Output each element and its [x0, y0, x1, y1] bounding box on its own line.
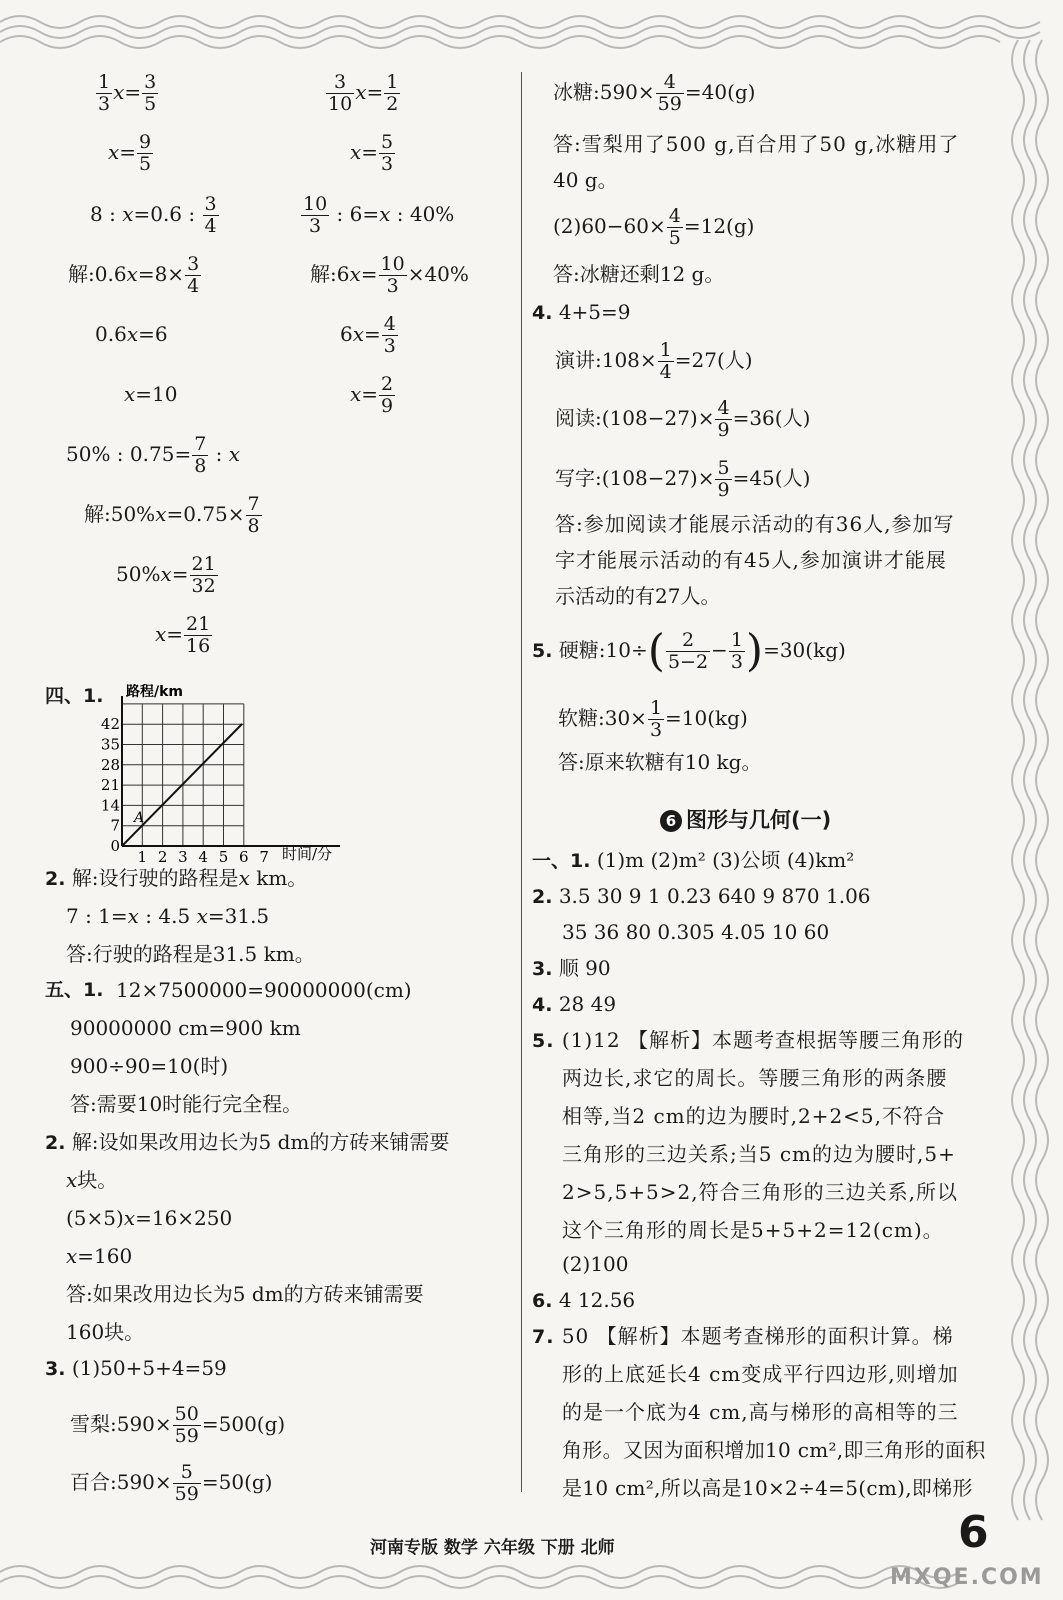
question-5-2-answer-2: 160块。 [66, 1320, 145, 1344]
answer-4-line-3: 示活动的有27人。 [555, 584, 721, 608]
equation-3-line-3: 0.6x=6 [95, 322, 168, 346]
question-5-2-line-3: (5×5)x=16×250 [66, 1206, 233, 1230]
graph-point-label: A [134, 810, 145, 826]
y-tick-label: 28 [100, 755, 120, 774]
fraction: $\frac{5}{59}$ [174, 1461, 199, 1505]
section-1-line: 一、1. (1)m (2)m² (3)公顷 (4)km² [532, 848, 855, 872]
question-5-3-baihe: 百合:590× $\frac{5}{59}$ =50(g) [70, 1461, 273, 1505]
fraction: $\frac{4}{5}$ [668, 205, 681, 249]
section-title: 图形与几何(一) [686, 808, 832, 832]
section-5-line-1: 5. (1)12 【解析】本题考查根据等腰三角形的 [532, 1028, 964, 1052]
section-4-line: 4. 28 49 [532, 992, 617, 1016]
equation-3-line-4: x=10 [124, 382, 178, 406]
section-7-line-4: 角形。又因为面积增加10 cm²,即三角形的面积 [562, 1438, 986, 1462]
answer-3-line-3: 答:冰糖还剩12 g。 [553, 262, 725, 286]
section-5-label: 五、1. [45, 979, 104, 1001]
question-5-1-line-3: 900÷90=10(时) [70, 1054, 229, 1078]
answer-3-line-2: 40 g。 [553, 168, 618, 192]
equation-2-line-1: $\frac{3}{10}$ x= $\frac{1}{2}$ [328, 71, 399, 115]
fraction: $\frac{7}{8}$ [194, 433, 207, 477]
footer-book-info: 河南专版 数学 六年级 下册 北师 [370, 1538, 615, 1558]
equation-1-line-2: x= $\frac{9}{5}$ [108, 131, 152, 175]
x-tick-label: 5 [218, 848, 229, 864]
equation-4-line-3: 6x= $\frac{4}{3}$ [340, 313, 396, 357]
fraction: $\frac{9}{5}$ [139, 131, 152, 175]
fraction: $\frac{1}{3}$ [98, 71, 111, 115]
question-4-2-line-1: 2. 解:设行驶的路程是x km。 [45, 866, 308, 890]
section-5-line-6: 这个三角形的周长是5+5+2=12(cm)。 [562, 1218, 944, 1242]
question-5-1-line-1: 12×7500000=90000000(cm) [116, 978, 412, 1002]
watermark: MXQE.COM [890, 1565, 1044, 1590]
section-7-line-3: 的是一个底为4 cm,高与梯形的高相等的三 [562, 1400, 959, 1424]
graph-y-label: 路程/km [126, 684, 184, 700]
xiezi-line: 写字:(108−27)× $\frac{5}{9}$ =45(人) [555, 457, 811, 501]
y-tick-label: 7 [110, 816, 120, 835]
question-4-line: 4. 4+5=9 [532, 300, 631, 324]
fraction: $\frac{50}{59}$ [174, 1403, 199, 1447]
ruantang-line: 软糖:30× $\frac{1}{3}$ =10(kg) [558, 697, 748, 741]
fraction: $\frac{10}{3}$ [380, 253, 405, 297]
fraction: $\frac{3}{5}$ [144, 71, 157, 115]
fraction: $\frac{4}{3}$ [383, 313, 396, 357]
y-tick-label: 35 [100, 735, 120, 754]
answer-5: 答:原来软糖有10 kg。 [558, 750, 762, 774]
answer-4-line-1: 答:参加阅读才能展示活动的有36人,参加写 [555, 512, 955, 536]
x-tick-label: 3 [178, 848, 188, 864]
fraction: $\frac{7}{8}$ [247, 493, 260, 537]
section-5-line-3: 相等,当2 cm的边为腰时,2+2<5,不符合 [562, 1104, 946, 1128]
section-5-line-7: (2)100 [562, 1252, 629, 1276]
fraction: $\frac{3}{4}$ [204, 193, 217, 237]
fraction: $\frac{5}{9}$ [717, 457, 730, 501]
equation-2-line-2: x= $\frac{5}{3}$ [350, 131, 394, 175]
equation-3-line-1: 8 : x=0.6 : $\frac{3}{4}$ [90, 193, 217, 237]
equation-5-line-3: 50%x= $\frac{21}{32}$ [116, 553, 216, 597]
yanjiang-line: 演讲:108× $\frac{1}{4}$ =27(人) [555, 339, 753, 383]
fraction: $\frac{3}{10}$ [328, 71, 353, 115]
fraction: $\frac{5}{3}$ [381, 131, 394, 175]
question-5-1-answer: 答:需要10时能行完全程。 [70, 1092, 303, 1116]
section-5-line-5: 2>5,5+5>2,符合三角形的三边关系,所以 [562, 1180, 958, 1204]
distance-time-graph [100, 684, 360, 864]
x-tick-label: 7 [259, 848, 269, 864]
fraction: $\frac{2}{9}$ [381, 373, 394, 417]
section-6-line: 6. 4 12.56 [532, 1288, 636, 1312]
answer-4-line-2: 字才能展示活动的有45人,参加演讲才能展 [555, 548, 947, 572]
question-4-2-answer: 答:行驶的路程是31.5 km。 [66, 942, 315, 966]
question-5-2-line-4: x=160 [66, 1244, 133, 1268]
equation-1-line-1: $\frac{1}{3}$ x= $\frac{3}{5}$ [98, 71, 157, 115]
fraction: $\frac{1}{2}$ [386, 71, 399, 115]
question-4-2-line-2: 7 : 1=x : 4.5 x=31.5 [66, 904, 270, 928]
section-5-line-2: 两边长,求它的周长。等腰三角形的两条腰 [562, 1066, 948, 1090]
page-number: 6 [958, 1507, 989, 1558]
fraction: $\frac{2}{5-2}$ [667, 629, 709, 673]
equation-3-line-2: 解:0.6x=8× $\frac{3}{4}$ [68, 253, 200, 297]
fraction: $\frac{10}{3}$ [303, 193, 328, 237]
y-tick-label: 42 [100, 715, 120, 734]
question-5-3-xueli: 雪梨:590× $\frac{50}{59}$ =500(g) [70, 1403, 286, 1447]
question-5-2-line-1: 2. 解:设如果改用边长为5 dm的方砖来铺需要 [45, 1130, 450, 1154]
equation-4-line-1: $\frac{10}{3}$ : 6=x : 40% [303, 193, 455, 237]
question-5-2-line-2: x块。 [66, 1168, 118, 1192]
question-5-line: 5. 硬糖:10÷( $\frac{2}{5-2}$ − $\frac{1}{3}$ )=30(kg) [532, 625, 846, 677]
fraction: $\frac{4}{9}$ [717, 397, 730, 441]
y-tick-label: 21 [100, 776, 120, 795]
fraction: $\frac{4}{59}$ [657, 71, 682, 115]
fraction: $\frac{1}{3}$ [649, 697, 663, 741]
equation-5-line-2: 解:50%x=0.75× $\frac{7}{8}$ [84, 493, 260, 537]
section-2-line-2: 35 36 80 0.305 4.05 10 60 [562, 920, 830, 944]
fraction: $\frac{21}{16}$ [186, 613, 211, 657]
equation-5-line-4: x= $\frac{21}{16}$ [155, 613, 211, 657]
section-5-line-4: 三角形的三边关系;当5 cm的边为腰时,5+ [562, 1142, 956, 1166]
y-tick-label: 14 [100, 796, 120, 815]
fraction: $\frac{1}{3}$ [730, 629, 743, 673]
question-5-1-line-2: 90000000 cm=900 km [70, 1016, 301, 1040]
question-5-3-line-1: 3. (1)50+5+4=59 [45, 1356, 227, 1380]
equation-4-line-4: x= $\frac{2}{9}$ [350, 373, 394, 417]
equation-5-line-1: 50% : 0.75= $\frac{7}{8}$ : x [66, 433, 241, 477]
question-3-2-line: (2)60−60× $\frac{4}{5}$ =12(g) [553, 205, 755, 249]
section-7-line-5: 是10 cm²,所以高是10×2÷4=5(cm),即梯形 [562, 1476, 973, 1500]
x-tick-label: 6 [239, 848, 249, 864]
fraction: $\frac{21}{32}$ [191, 553, 216, 597]
section-2-line-1: 2. 3.5 30 9 1 0.23 640 9 870 1.06 [532, 884, 871, 908]
fraction: $\frac{3}{4}$ [187, 253, 200, 297]
section-7-line-2: 形的上底延长4 cm变成平行四边形,则增加 [562, 1362, 959, 1386]
column-divider [521, 72, 522, 1492]
section-3-line: 3. 顺 90 [532, 956, 611, 980]
bingtang-line: 冰糖:590× $\frac{4}{59}$ =40(g) [553, 71, 756, 115]
question-5-2-answer-1: 答:如果改用边长为5 dm的方砖来铺需要 [66, 1282, 424, 1306]
equation-4-line-2: 解:6x= $\frac{10}{3}$ ×40% [310, 253, 469, 297]
section-number-badge: 6 [660, 810, 682, 832]
x-tick-label: 4 [198, 848, 208, 864]
answer-3-line-1: 答:雪梨用了500 g,百合用了50 g,冰糖用了 [553, 132, 960, 156]
y-tick-label: 0 [110, 837, 120, 855]
section-heading [660, 808, 831, 832]
yuedu-line: 阅读:(108−27)× $\frac{4}{9}$ =36(人) [555, 397, 811, 441]
section-4-label: 四、1. [45, 685, 104, 707]
graph-x-label: 时间/分 [282, 845, 333, 863]
fraction: $\frac{1}{4}$ [659, 339, 672, 383]
section-7-line-1: 7. 50 【解析】本题考查梯形的面积计算。梯 [532, 1324, 954, 1348]
x-tick-label: 1 [137, 848, 148, 864]
x-tick-label: 2 [157, 848, 168, 864]
